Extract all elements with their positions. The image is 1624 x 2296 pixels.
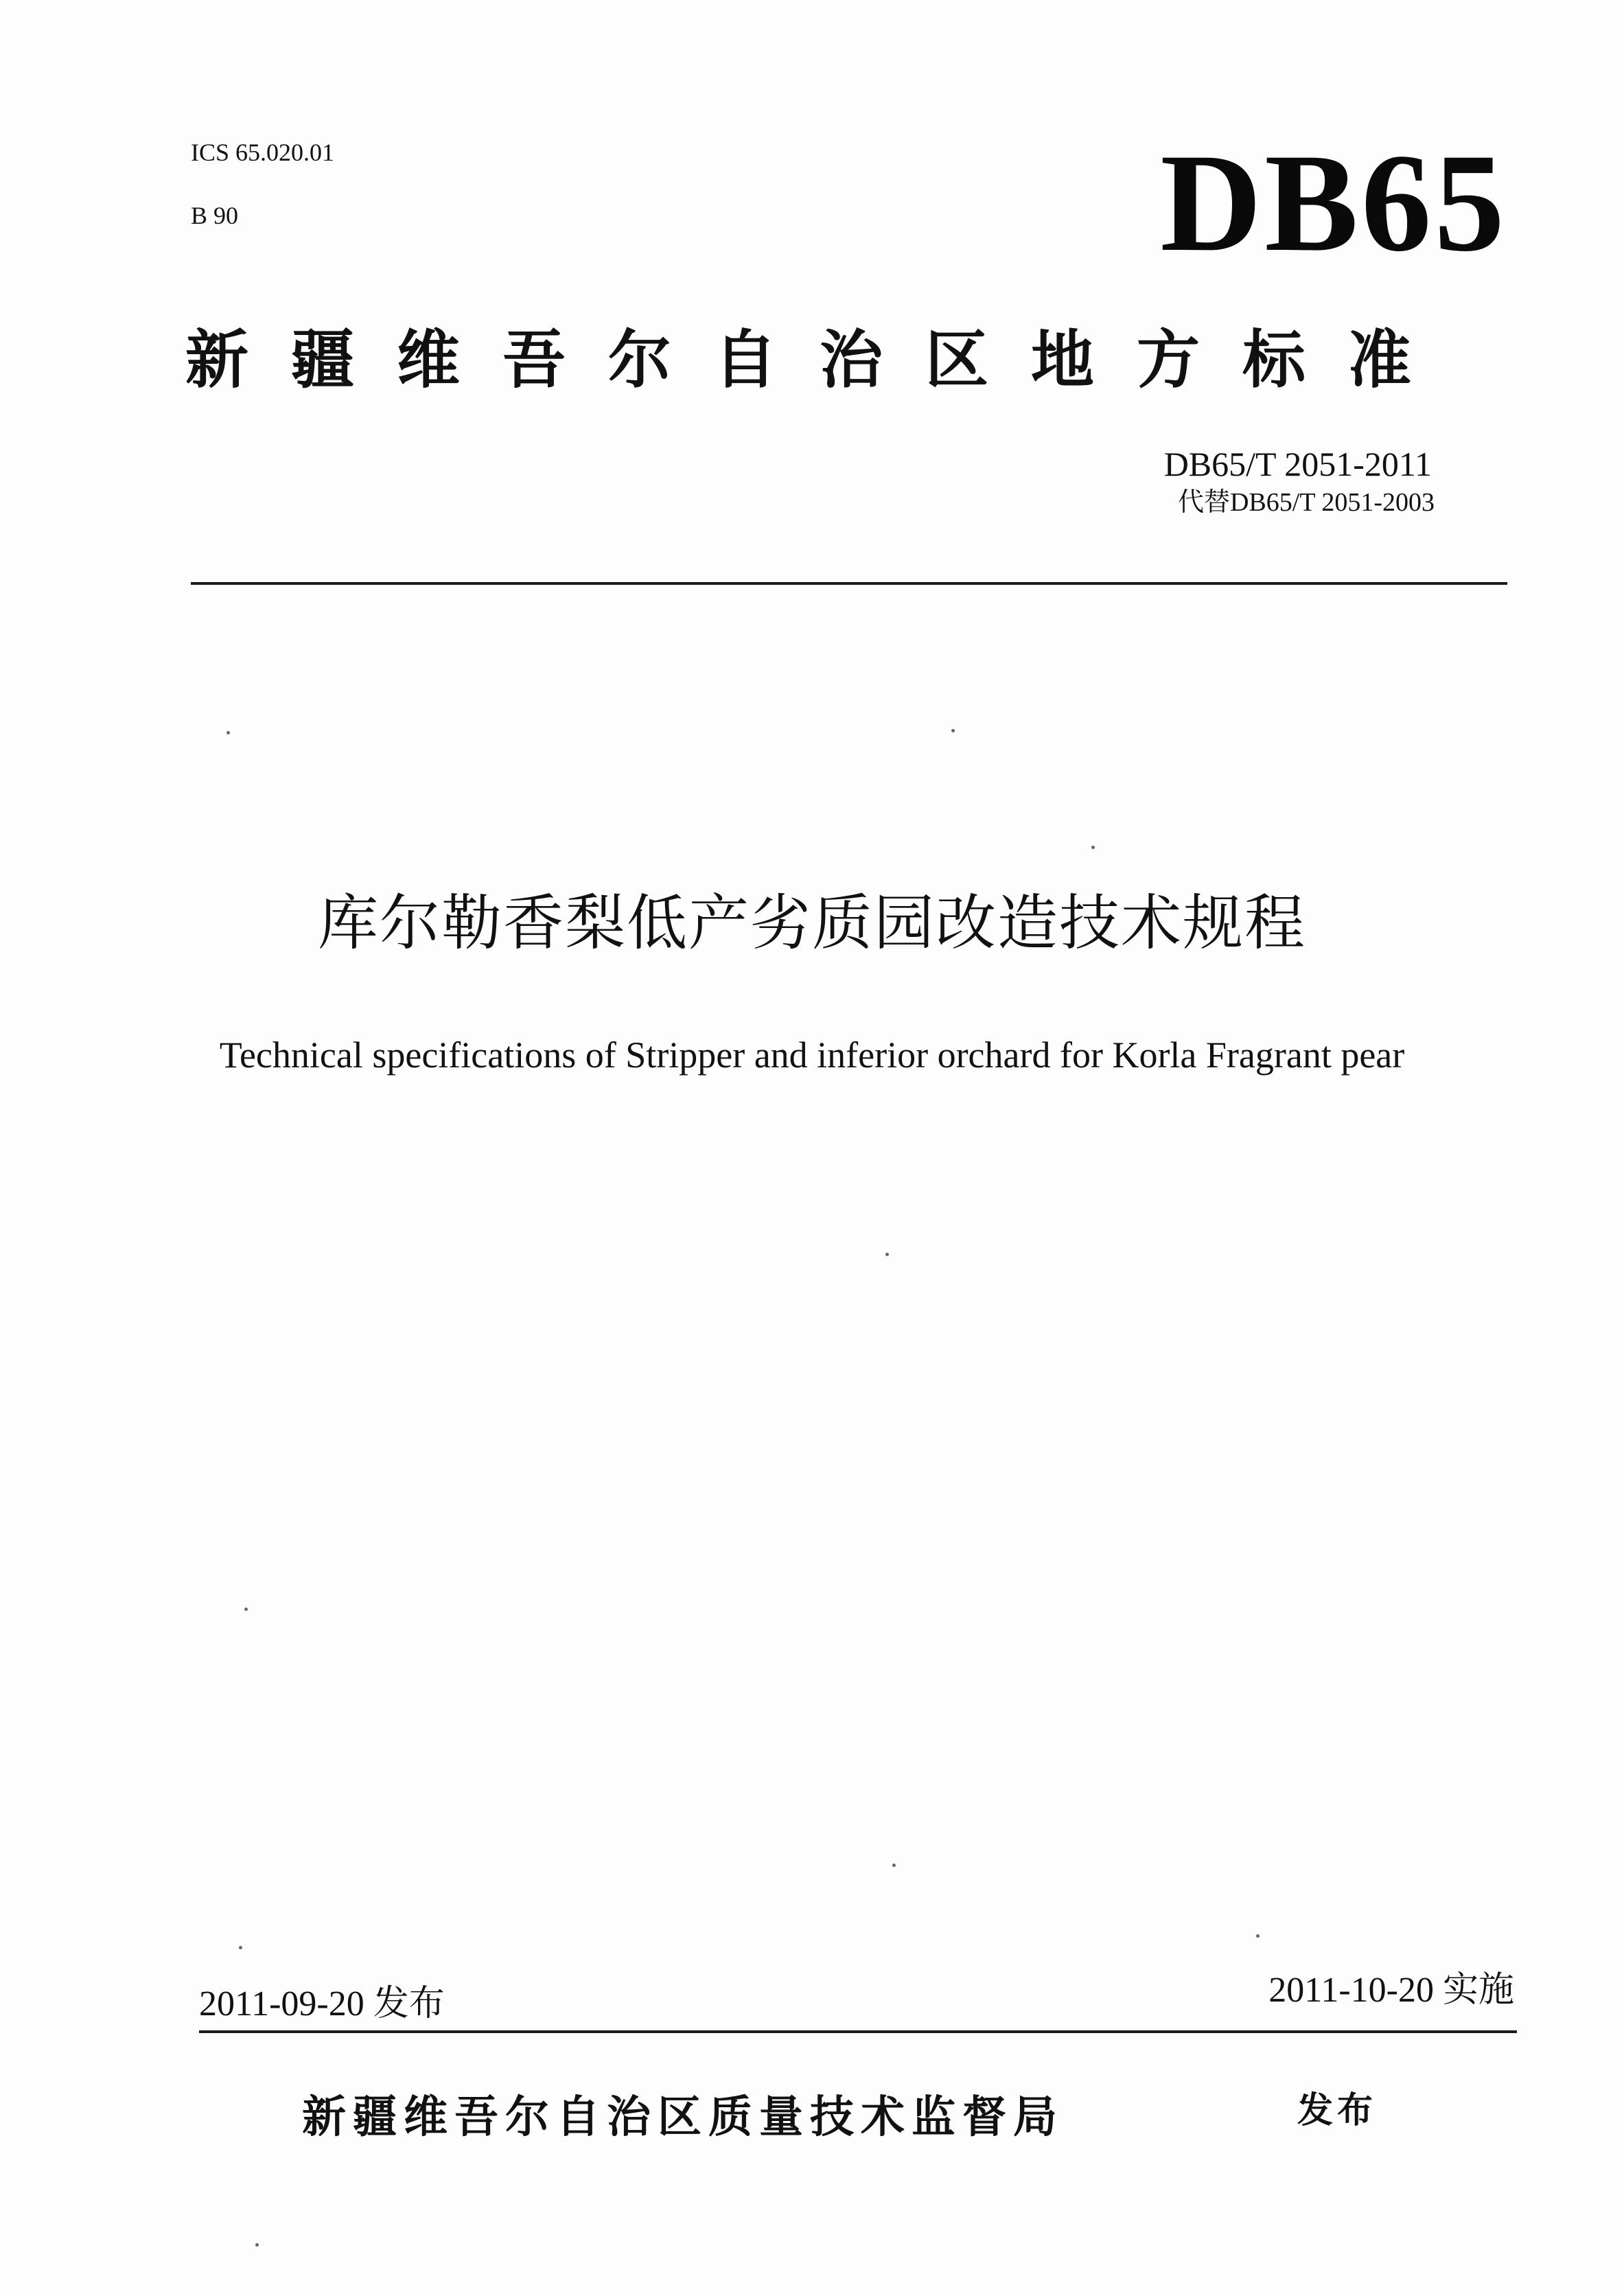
english-title: Technical specifications of Stripper and inferior orchard for Korla Fragrant pear (219, 1034, 1405, 1076)
scan-speck (885, 1253, 889, 1256)
standard-logo: DB65 (1160, 125, 1507, 281)
scan-speck (227, 731, 230, 734)
publisher-action: 发布 (1297, 2090, 1378, 2131)
implement-date: 2011-10-20 实施 (1268, 1971, 1514, 2010)
chinese-title: 库尔勒香梨低产劣质园改造技术规程 (317, 888, 1306, 958)
bottom-divider (199, 2030, 1517, 2033)
publisher-name: 新疆维吾尔自治区质量技术监督局 (302, 2092, 1064, 2143)
ccs-code: B 90 (191, 202, 239, 229)
scan-speck (1256, 1934, 1260, 1938)
scan-speck (1091, 846, 1095, 849)
replaces-standard: 代替DB65/T 2051-2003 (1177, 488, 1435, 517)
scan-speck (892, 1864, 896, 1867)
top-divider (191, 582, 1507, 585)
scan-speck (951, 729, 955, 732)
publish-date: 2011-09-20 发布 (199, 1984, 445, 2024)
ics-code: ICS 65.020.01 (191, 139, 335, 166)
scan-speck (255, 2243, 259, 2247)
standard-type-title: 新疆维吾尔自治区地方标准 (185, 323, 1454, 397)
scan-speck (239, 1946, 242, 1949)
standard-number: DB65/T 2051-2011 (1163, 445, 1432, 483)
scan-speck (244, 1608, 248, 1611)
